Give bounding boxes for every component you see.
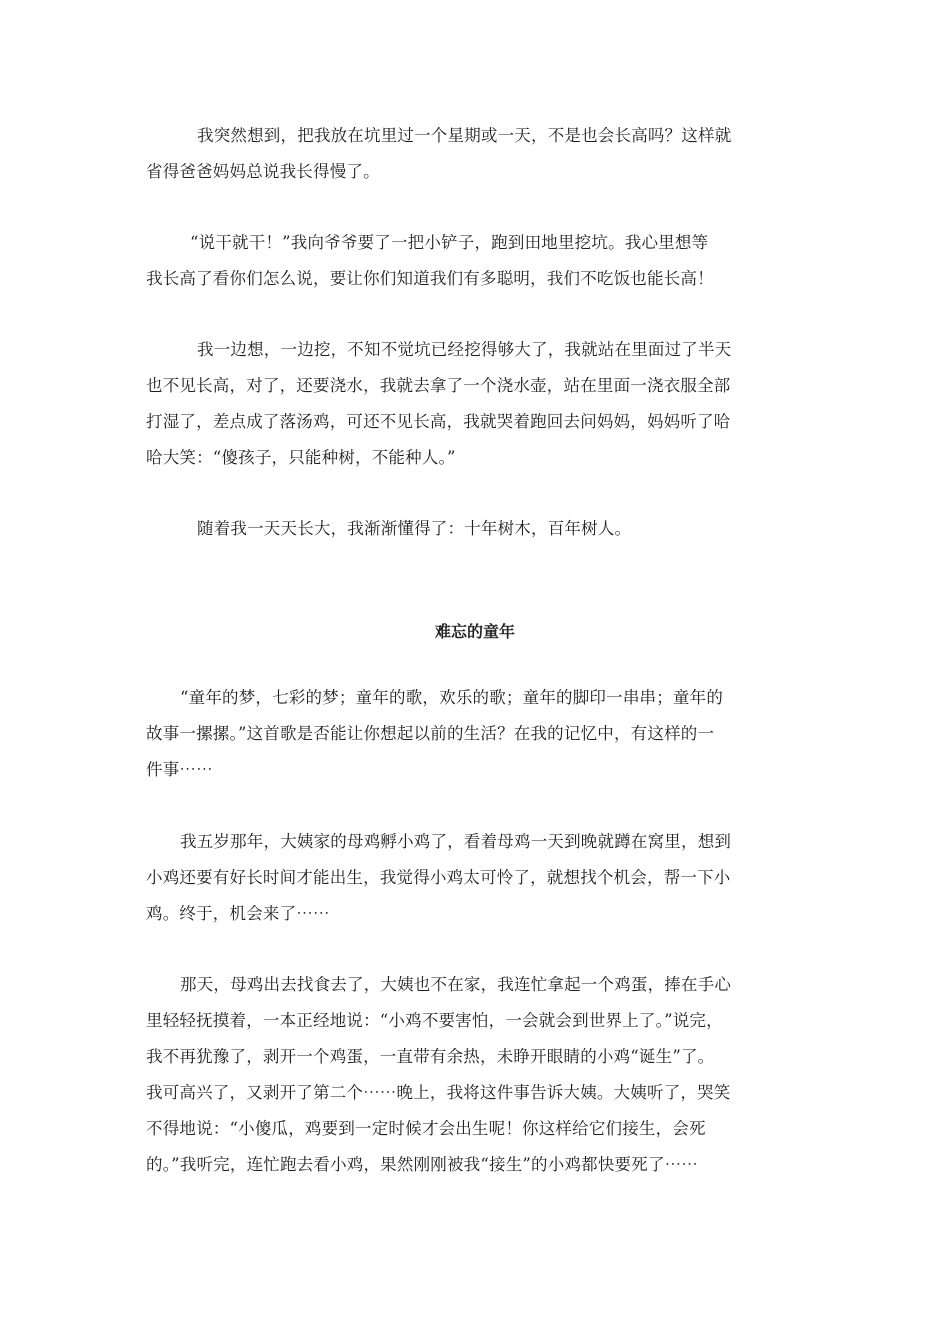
paragraph-line: 我一边想，一边挖，不知不觉坑已经挖得够大了，我就站在里面过了半天 bbox=[197, 340, 732, 359]
article-title: 难忘的童年 bbox=[434, 622, 515, 641]
paragraph-line: “童年的梦，七彩的梦；童年的歌，欢乐的歌；童年的脚印一串串；童年的 bbox=[180, 688, 724, 707]
paragraph-line: 里轻轻抚摸着，一本正经地说：“小鸡不要害怕，一会就会到世界上了。”说完， bbox=[146, 1011, 723, 1030]
paragraph-line: 哈大笑：“傻孩子，只能种树，不能种人。” bbox=[146, 448, 456, 467]
paragraph-line: 打湿了，差点成了落汤鸡，可还不见长高，我就哭着跑回去问妈妈，妈妈听了哈 bbox=[146, 412, 731, 431]
paragraph-line: 鸡。终于，机会来了⋯⋯ bbox=[146, 904, 330, 923]
paragraph-line: 我五岁那年，大姨家的母鸡孵小鸡了，看着母鸡一天到晚就蹲在窝里，想到 bbox=[180, 832, 732, 851]
paragraph-line: 小鸡还要有好长时间才能出生，我觉得小鸡太可怜了，就想找个机会，帮一下小 bbox=[146, 868, 731, 887]
paragraph-line: 件事⋯⋯ bbox=[146, 760, 213, 779]
paragraph-line: 那天，母鸡出去找食去了，大姨也不在家，我连忙拿起一个鸡蛋，捧在手心 bbox=[180, 975, 732, 994]
paragraph-line: 我长高了看你们怎么说，要让你们知道我们有多聪明，我们不吃饭也能长高！ bbox=[146, 269, 714, 288]
paragraph-line: 也不见长高，对了，还要浇水，我就去拿了一个浇水壶，站在里面一浇衣服全部 bbox=[146, 376, 731, 395]
paragraph-line: 不得地说：“小傻瓜，鸡要到一定时候才会出生呢！你这样给它们接生，会死 bbox=[146, 1119, 706, 1138]
paragraph-line: 我可高兴了，又剥开了第二个⋯⋯晚上，我将这件事告诉大姨。大姨听了，哭笑 bbox=[146, 1083, 731, 1102]
paragraph-line: 我不再犹豫了，剥开一个鸡蛋，一直带有余热，未睁开眼睛的小鸡“诞生”了。 bbox=[146, 1047, 715, 1066]
paragraph-line: 故事一摞摞。”这首歌是否能让你想起以前的生活？在我的记忆中，有这样的一 bbox=[146, 724, 715, 743]
paragraph-line: 省得爸爸妈妈总说我长得慢了。 bbox=[146, 162, 380, 181]
paragraph-line: “说干就干！”我向爷爷要了一把小铲子，跑到田地里挖坑。我心里想等 bbox=[190, 233, 709, 252]
paragraph-line: 随着我一天天长大，我渐渐懂得了：十年树木，百年树人。 bbox=[197, 519, 632, 538]
paragraph-line: 的。”我听完，连忙跑去看小鸡，果然刚刚被我“接生”的小鸡都快要死了⋯⋯ bbox=[146, 1155, 699, 1174]
paragraph-line: 我突然想到，把我放在坑里过一个星期或一天，不是也会长高吗？这样就 bbox=[197, 126, 732, 145]
